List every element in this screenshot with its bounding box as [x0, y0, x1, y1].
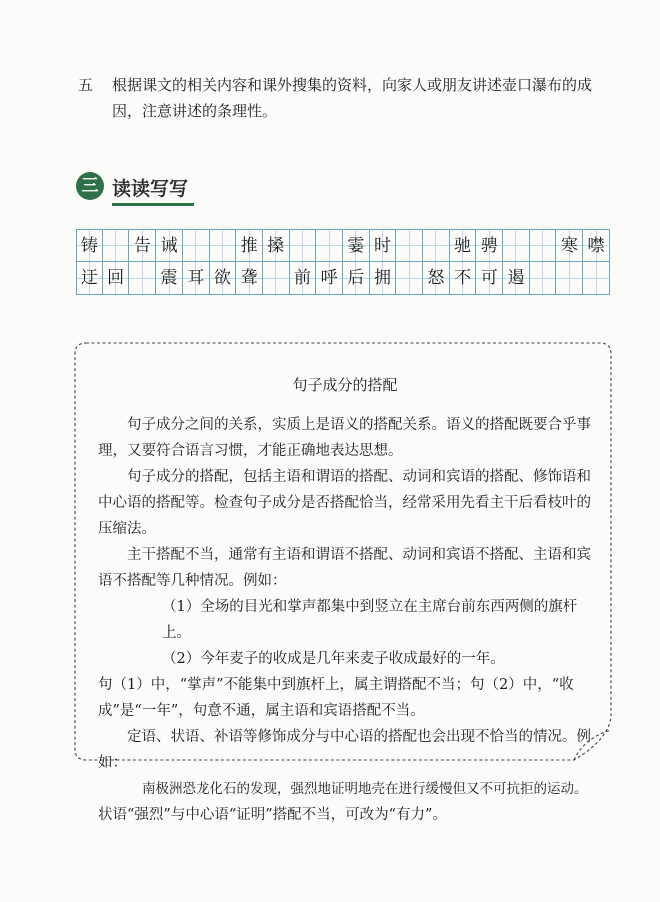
grid-character: 欲 — [213, 268, 231, 288]
question-number: 五 — [78, 76, 94, 94]
grid-cell — [156, 262, 183, 295]
grid-cell — [423, 262, 450, 295]
grid-character: 遏 — [507, 268, 525, 288]
grid-character: 前 — [293, 268, 311, 288]
question-text: 根据课文的相关内容和课外搜集的资料，向家人或朋友讲述壶口瀑布的成因，注意讲述的条理性。 — [112, 76, 593, 120]
grid-cell — [450, 229, 477, 262]
grid-cell — [476, 262, 503, 295]
grid-character: 怒 — [427, 268, 445, 288]
grid-character: 时 — [374, 236, 392, 256]
section-number-badge: 三 — [76, 172, 104, 200]
grid-character: 迂 — [80, 268, 98, 288]
box-paragraph: 状语“强烈”与中心语“证明”搭配不当，可改为“有力”。 — [98, 807, 447, 823]
grid-cell — [103, 262, 130, 295]
box-paragraph: 句（1）中，“掌声”不能集中到旗杆上，属主谓搭配不当；句（2）中，“收成”是“一年”，句意不通，属主语和宾语搭配不当。 — [98, 677, 574, 719]
grid-cell — [103, 229, 130, 262]
box-paragraph: 句子成分之间的关系，实质上是语义的搭配关系。语义的搭配既要合乎事理，又要符合语言习惯，才能正确地表达思想。 — [98, 417, 591, 459]
grid-cell — [343, 262, 370, 295]
grid-cell — [503, 262, 530, 295]
grid-character: 骋 — [480, 236, 498, 256]
grid-cell — [129, 262, 156, 295]
box-paragraph: 主干搭配不当，通常有主语和谓语不搭配、动词和宾语不搭配、主语和宾语不搭配等几种情况。例如： — [98, 547, 591, 589]
question-5 — [78, 72, 618, 124]
section-header — [76, 172, 196, 206]
grid-cell — [76, 262, 103, 295]
grid-character: 后 — [347, 268, 365, 288]
grid-character: 拥 — [374, 268, 392, 288]
grid-cell — [236, 229, 263, 262]
grid-character: 霎 — [347, 236, 365, 256]
grid-cell — [290, 262, 317, 295]
grid-character: 不 — [454, 268, 472, 288]
grid-cell — [210, 229, 237, 262]
grid-cell — [476, 229, 503, 262]
grid-cell — [263, 229, 290, 262]
grid-cell — [370, 262, 397, 295]
grid-cell — [183, 262, 210, 295]
grid-cell — [556, 229, 583, 262]
writing-grid — [76, 229, 610, 295]
grid-cell — [583, 262, 610, 295]
example-sentence: （2）今年麦子的收成是几年来麦子收成最好的一年。 — [162, 651, 505, 667]
box-title: 句子成分的搭配 — [292, 376, 398, 394]
grid-cell — [183, 229, 210, 262]
grid-cell — [423, 229, 450, 262]
grid-cell — [503, 229, 530, 262]
grid-cell — [370, 229, 397, 262]
grid-character: 铸 — [80, 236, 98, 256]
grid-character: 寒 — [560, 236, 578, 256]
section-title: 读读写写 — [112, 178, 189, 200]
grid-cell — [263, 262, 290, 295]
box-paragraph: 定语、状语、补语等修饰成分与中心语的搭配也会出现不恰当的情况。例如： — [98, 729, 591, 771]
grid-character: 告 — [133, 236, 151, 256]
grid-character: 震 — [160, 268, 178, 288]
grid-cell — [316, 229, 343, 262]
grid-cell — [129, 229, 156, 262]
grid-character: 驰 — [454, 236, 472, 256]
grid-cell — [343, 229, 370, 262]
grid-cell — [530, 262, 557, 295]
grid-cell — [156, 229, 183, 262]
example-sentence: （1）全场的目光和掌声都集中到竖立在主席台前东西两侧的旗杆上。 — [162, 599, 578, 641]
grid-cell — [210, 262, 237, 295]
grid-cell — [396, 229, 423, 262]
grid-character: 聋 — [240, 268, 258, 288]
grid-character: 噤 — [587, 236, 605, 256]
grid-character: 推 — [240, 236, 258, 256]
grid-cell — [583, 229, 610, 262]
grid-row — [76, 229, 610, 262]
grid-cell — [316, 262, 343, 295]
grid-character: 回 — [107, 268, 125, 288]
example-sentence: 南极洲恐龙化石的发现，强烈地证明地壳在进行缓慢但又不可抗拒的运动。 — [142, 781, 588, 797]
grid-character: 呼 — [320, 268, 338, 288]
grid-row — [76, 262, 610, 295]
section-title-underline — [112, 203, 194, 206]
grid-character: 诫 — [160, 236, 178, 256]
grid-cell — [530, 229, 557, 262]
grid-character: 可 — [480, 268, 498, 288]
grid-character: 搡 — [267, 236, 285, 256]
knowledge-box — [74, 342, 612, 823]
box-paragraph: 句子成分的搭配，包括主语和谓语的搭配、动词和宾语的搭配、修饰语和中心语的搭配等。检查句子成分是否搭配恰当，经常采用先看主干后看枝叶的压缩法。 — [98, 469, 591, 537]
grid-cell — [236, 262, 263, 295]
grid-cell — [76, 229, 103, 262]
grid-cell — [290, 229, 317, 262]
grid-cell — [556, 262, 583, 295]
grid-cell — [450, 262, 477, 295]
grid-character: 耳 — [187, 268, 205, 288]
grid-cell — [396, 262, 423, 295]
